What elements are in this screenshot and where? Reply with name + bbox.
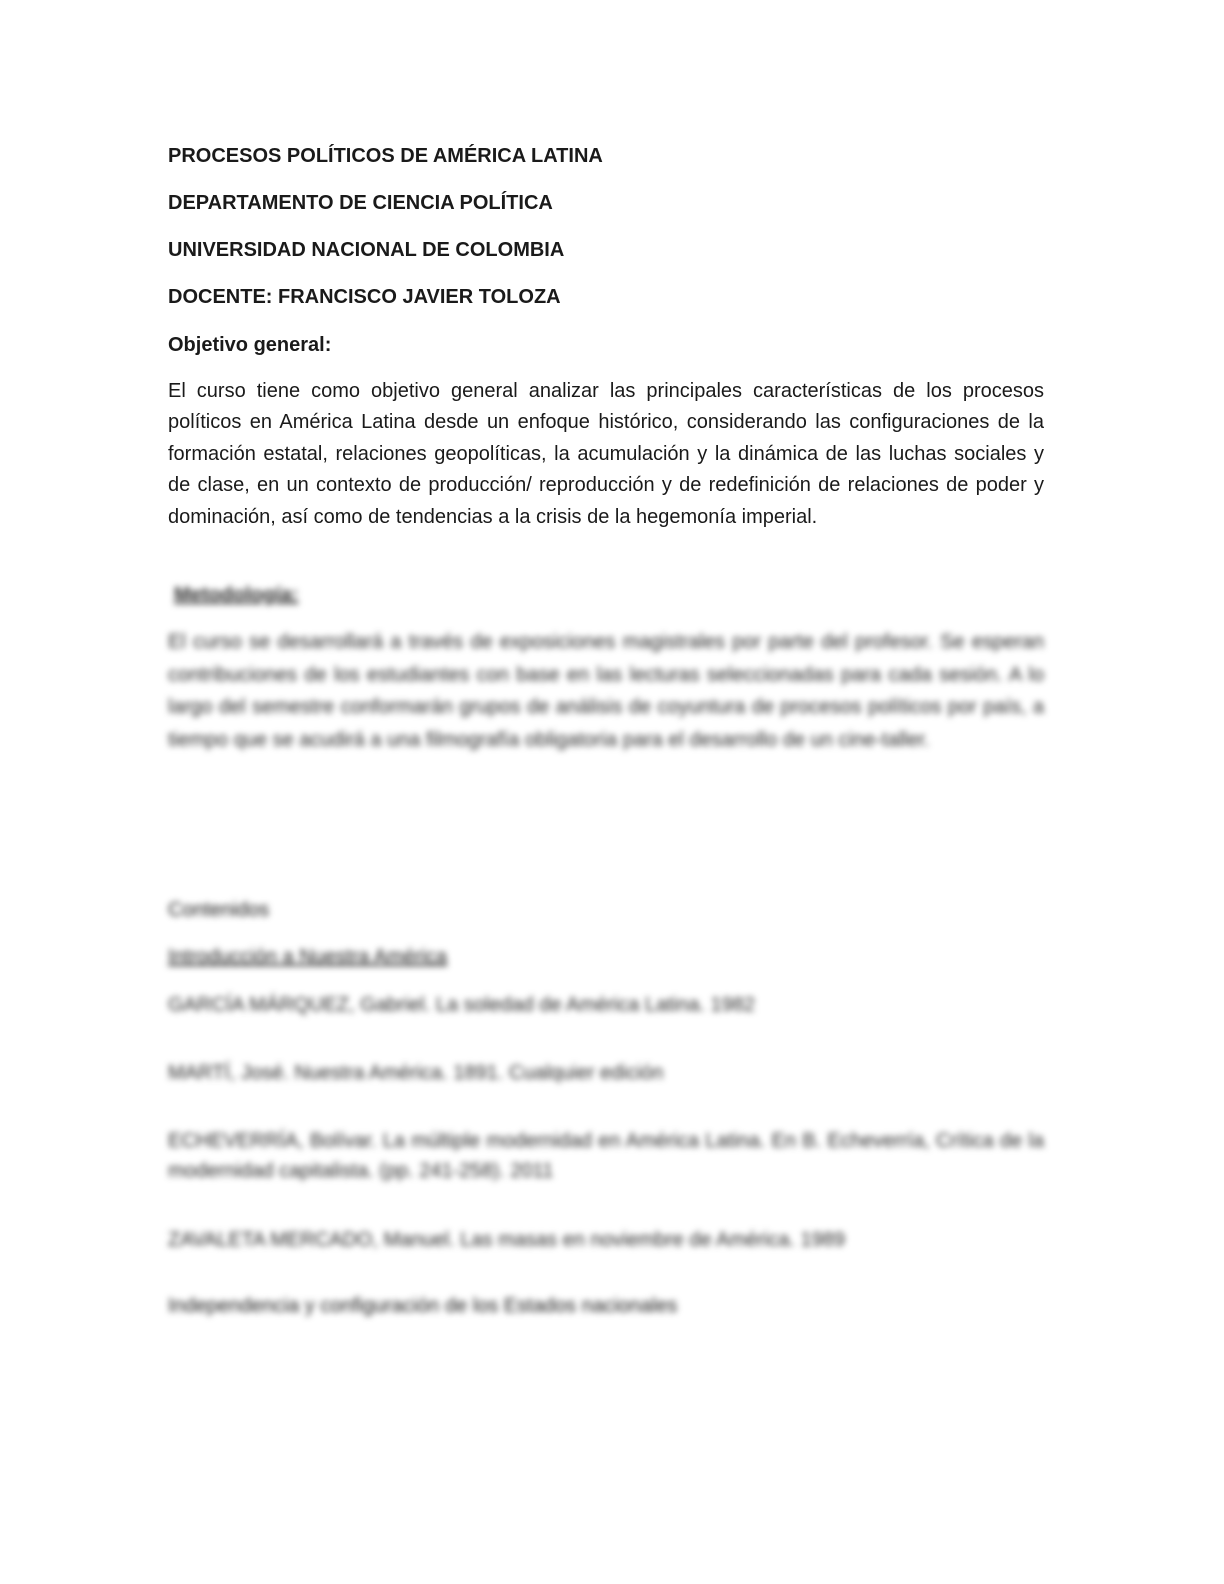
teacher-name: DOCENTE: FRANCISCO JAVIER TOLOZA [168,286,561,308]
contents-heading: Contenidos [168,899,270,921]
objective-heading: Objetivo general: [168,334,332,356]
department-name: DEPARTAMENTO DE CIENCIA POLÍTICA [168,192,553,214]
reference-item: MARTÍ, José. Nuestra América. 1891. Cualquier edición [168,1062,664,1084]
methodology-paragraph: El curso se desarrollará a través de exposiciones magistrales por parte del profesor. Se esperan contribuciones de los estudiantes con base en las lecturas seleccionadas para cada sesión. A lo largo del semestre conformarán grupos de análisis de coyuntura de procesos políticos por país, a tiempo que se acudirá a una filmografía obligatoria para el desarrollo de un cine-taller. [168,631,1044,751]
reference-item: ECHEVERRÍA, Bolívar. La múltiple modernidad en América Latina. En B. Echeverría, Crítica de la modernidad capitalista. (pp. 241-258). 2011 [168,1130,1044,1182]
unit1-title: Introducción a Nuestra América [168,946,448,968]
university-name: UNIVERSIDAD NACIONAL DE COLOMBIA [168,239,565,261]
unit2-title: Independencia y configuración de los Estados nacionales [168,1295,678,1317]
reference-item: ZAVALETA MERCADO, Manuel. Las masas en noviembre de América. 1989 [168,1229,845,1251]
course-title: PROCESOS POLÍTICOS DE AMÉRICA LATINA [168,145,603,167]
reference-item: GARCÍA MÁRQUEZ, Gabriel. La soledad de América Latina. 1982 [168,994,755,1016]
methodology-heading: Metodología: [174,584,299,606]
document-page [168,0,1044,1584]
objective-paragraph: El curso tiene como objetivo general analizar las principales características de los procesos políticos en América Latina desde un enfoque histórico, considerando las configuraciones de la formación estatal, relaciones geopolíticas, la acumulación y la dinámica de las luchas sociales y de clase, en un contexto de producción/ reproducción y de redefinición de relaciones de poder y dominación, así como de tendencias a la crisis de la hegemonía imperial. [168,380,1044,528]
